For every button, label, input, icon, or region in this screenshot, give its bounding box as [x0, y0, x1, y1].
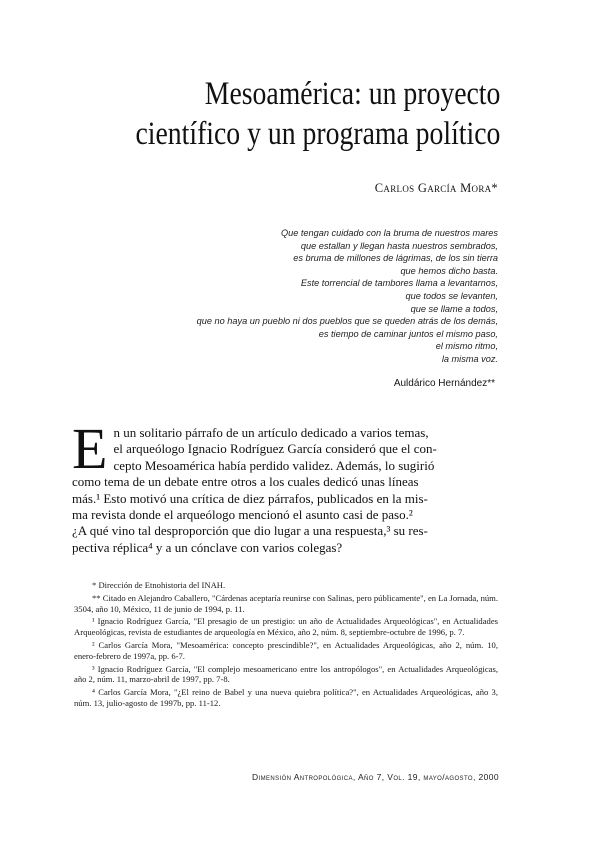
- title-line-2: científico y un programa político: [135, 116, 500, 152]
- epigraph-line: Que tengan cuidado con la bruma de nuestros mares: [280, 228, 498, 238]
- body-line: ma revista donde el arqueólogo mencionó el asunto casi de paso.²: [72, 507, 413, 523]
- article-author: Carlos García Mora*: [374, 181, 498, 195]
- body-line: más.¹ Esto motivó una crítica de diez párrafos, publicados en la mis-: [72, 490, 428, 506]
- epigraph-line: es bruma de millones de lágrimas, de los sin tierra: [293, 253, 498, 264]
- footnote: ¹ Ignacio Rodríguez García, "El presagio de un prestigio: un año de Actualidades Arqueológicas", en Actualidades Arqueológicas, revista de estudiantes de arqueología en México, año 2, núm. 8, septiembre-octubre de 1996, p. 7.: [74, 616, 498, 638]
- epigraph-line: que hemos dicho basta.: [400, 265, 498, 276]
- article-title: [135, 74, 500, 154]
- body-paragraph: [72, 416, 498, 556]
- epigraph-line: es tiempo de caminar juntos el mismo paso,: [318, 328, 498, 339]
- epigraph-line: que no haya un pueblo ni dos pueblos que se queden atrás de los demás,: [196, 316, 498, 327]
- journal-footer: Dimensión Antropológica, Año 7, Vol. 19, mayo/agosto, 2000: [252, 772, 499, 782]
- body-line: n un solitario párrafo de un artículo dedicado a varios temas,: [113, 425, 429, 440]
- footnotes: [74, 580, 498, 711]
- footnote: * Dirección de Etnohistoria del INAH.: [92, 580, 226, 590]
- epigraph-line: que se llame a todos,: [410, 303, 498, 314]
- drop-cap: E: [72, 416, 108, 481]
- footnote: ² Carlos García Mora, "Mesoamérica: concepto prescindible?", en Actualidades Arqueológicas, año 2, núm. 10, enero-febrero de 1997a, pp. 6-7.: [74, 639, 498, 661]
- epigraph-line: la misma voz.: [441, 353, 498, 364]
- epigraph-line: Este torrencial de tambores llama a levantarnos,: [300, 278, 498, 289]
- epigraph-line: que todos se levanten,: [405, 290, 498, 301]
- epigraph: [98, 227, 498, 366]
- epigraph-author: Auldárico Hernández**: [393, 378, 495, 389]
- body-line: el arqueólogo Ignacio Rodríguez García consideró que el con-: [113, 441, 437, 457]
- footnote: ³ Ignacio Rodríguez García, "El complejo mesoamericano entre los antropólogos", en Actualidades Arqueológicas, año 2, núm. 11, marzo-abril de 1997, pp. 7-8.: [74, 663, 498, 685]
- epigraph-line: que estallan y llegan hasta nuestros sembrados,: [300, 240, 498, 251]
- title-line-1: Mesoamérica: un proyecto: [204, 76, 500, 112]
- body-line: ¿A qué vino tal desproporción que dio lugar a una respuesta,³ su res-: [72, 523, 428, 539]
- footnote: ⁴ Carlos García Mora, "¿El reino de Babel y una nueva quiebra política?", en Actualidades Arqueológicas, año 3, núm. 13, julio-agosto de 1997b, pp. 11-12.: [74, 687, 498, 708]
- footnote: ** Citado en Alejandro Caballero, "Cárdenas aceptaría reunirse con Salinas, pero públicamente", en La Jornada, núm. 3504, año 10, México, 11 de junio de 1994, p. 11.: [74, 592, 498, 614]
- epigraph-line: el mismo ritmo,: [435, 341, 498, 352]
- body-line: cepto Mesoamérica había perdido validez. Además, lo sugirió: [113, 457, 435, 473]
- body-line: como tema de un debate entre otros a los cuales dedicó unas líneas: [72, 474, 419, 490]
- body-line: pectiva réplica⁴ y a un cónclave con varios colegas?: [72, 539, 343, 555]
